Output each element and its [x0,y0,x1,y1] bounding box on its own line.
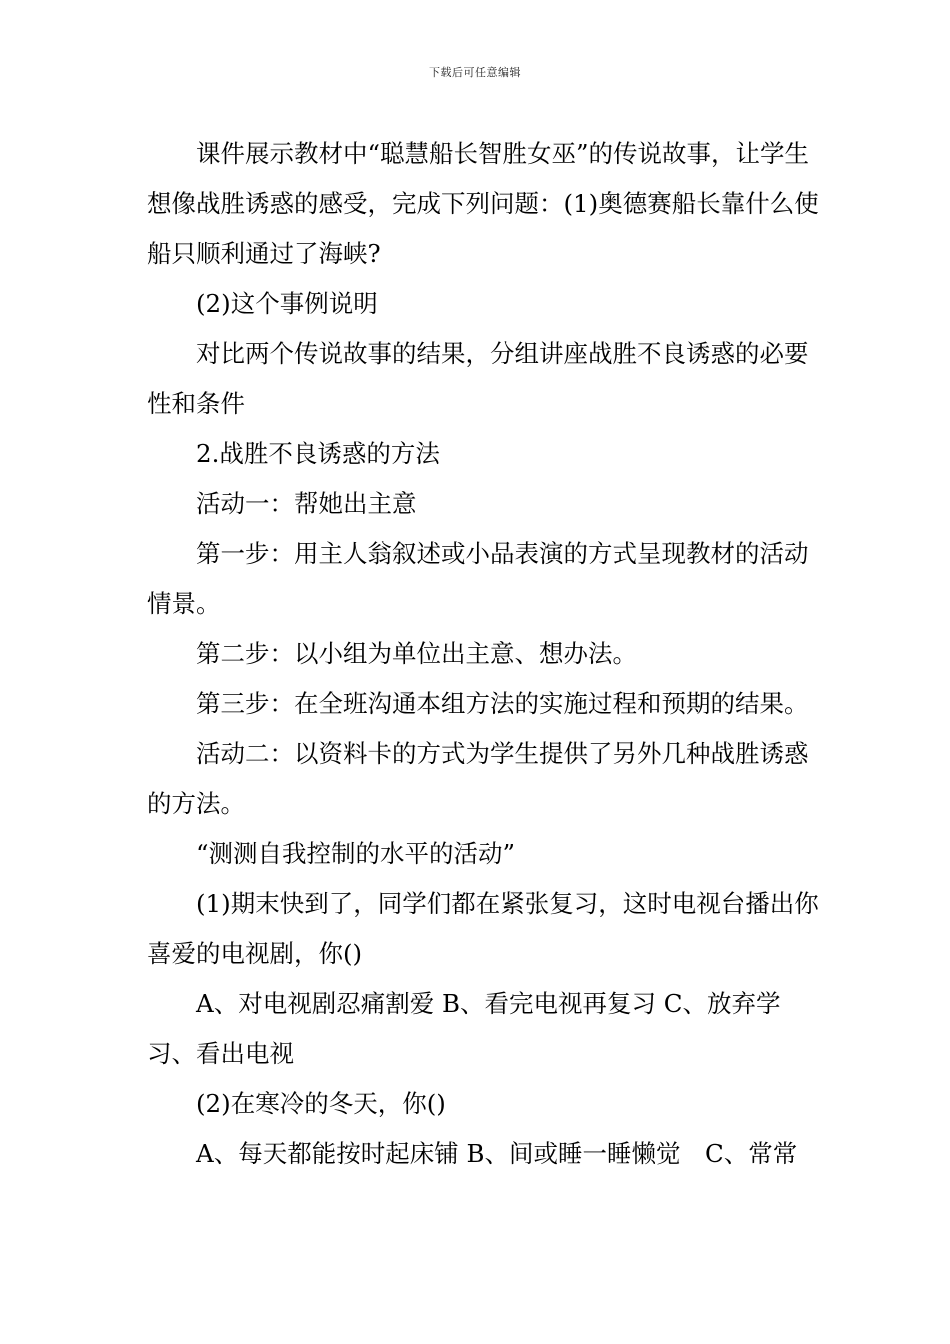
paragraph-intro: 课件展示教材中“聪慧船长智胜女巫”的传说故事，让学生想像战胜诱惑的感受，完成下列问题：(1)奥德赛船长靠什么使船只顺利通过了海峡? [147,139,819,268]
paragraph-step-1: 第一步：用主人翁叙述或小品表演的方式呈现教材的活动情景。 [147,539,809,618]
paragraph-quiz-title: “测测自我控制的水平的活动” [196,839,516,868]
paragraph-question-2: (2)这个事例说明 [196,289,378,318]
paragraph-quiz-q2-options: A、每天都能按时起床铺 B、间或睡一睡懒觉 C、常常 [196,1139,798,1168]
paragraph-step-2: 第二步：以小组为单位出主意、想办法。 [196,639,637,668]
document-body [147,129,819,1179]
paragraph-compare: 对比两个传说故事的结果，分组讲座战胜不良诱惑的必要性和条件 [147,339,809,418]
paragraph-quiz-q1-options: A、对电视剧忍痛割爱 B、看完电视再复习 C、放弃学习、看出电视 [147,989,781,1068]
section-heading: 2.战胜不良诱惑的方法 [196,439,440,468]
paragraph-activity-1: 活动一：帮她出主意 [196,489,417,518]
paragraph-quiz-q1: (1)期末快到了，同学们都在紧张复习，这时电视台播出你喜爱的电视剧，你() [147,889,819,968]
paragraph-step-3: 第三步：在全班沟通本组方法的实施过程和预期的结果。 [196,689,809,718]
page-header: 下载后可任意编辑 [429,66,521,79]
paragraph-activity-2: 活动二：以资料卡的方式为学生提供了另外几种战胜诱惑的方法。 [147,739,809,818]
paragraph-quiz-q2: (2)在寒冷的冬天，你() [196,1089,446,1118]
